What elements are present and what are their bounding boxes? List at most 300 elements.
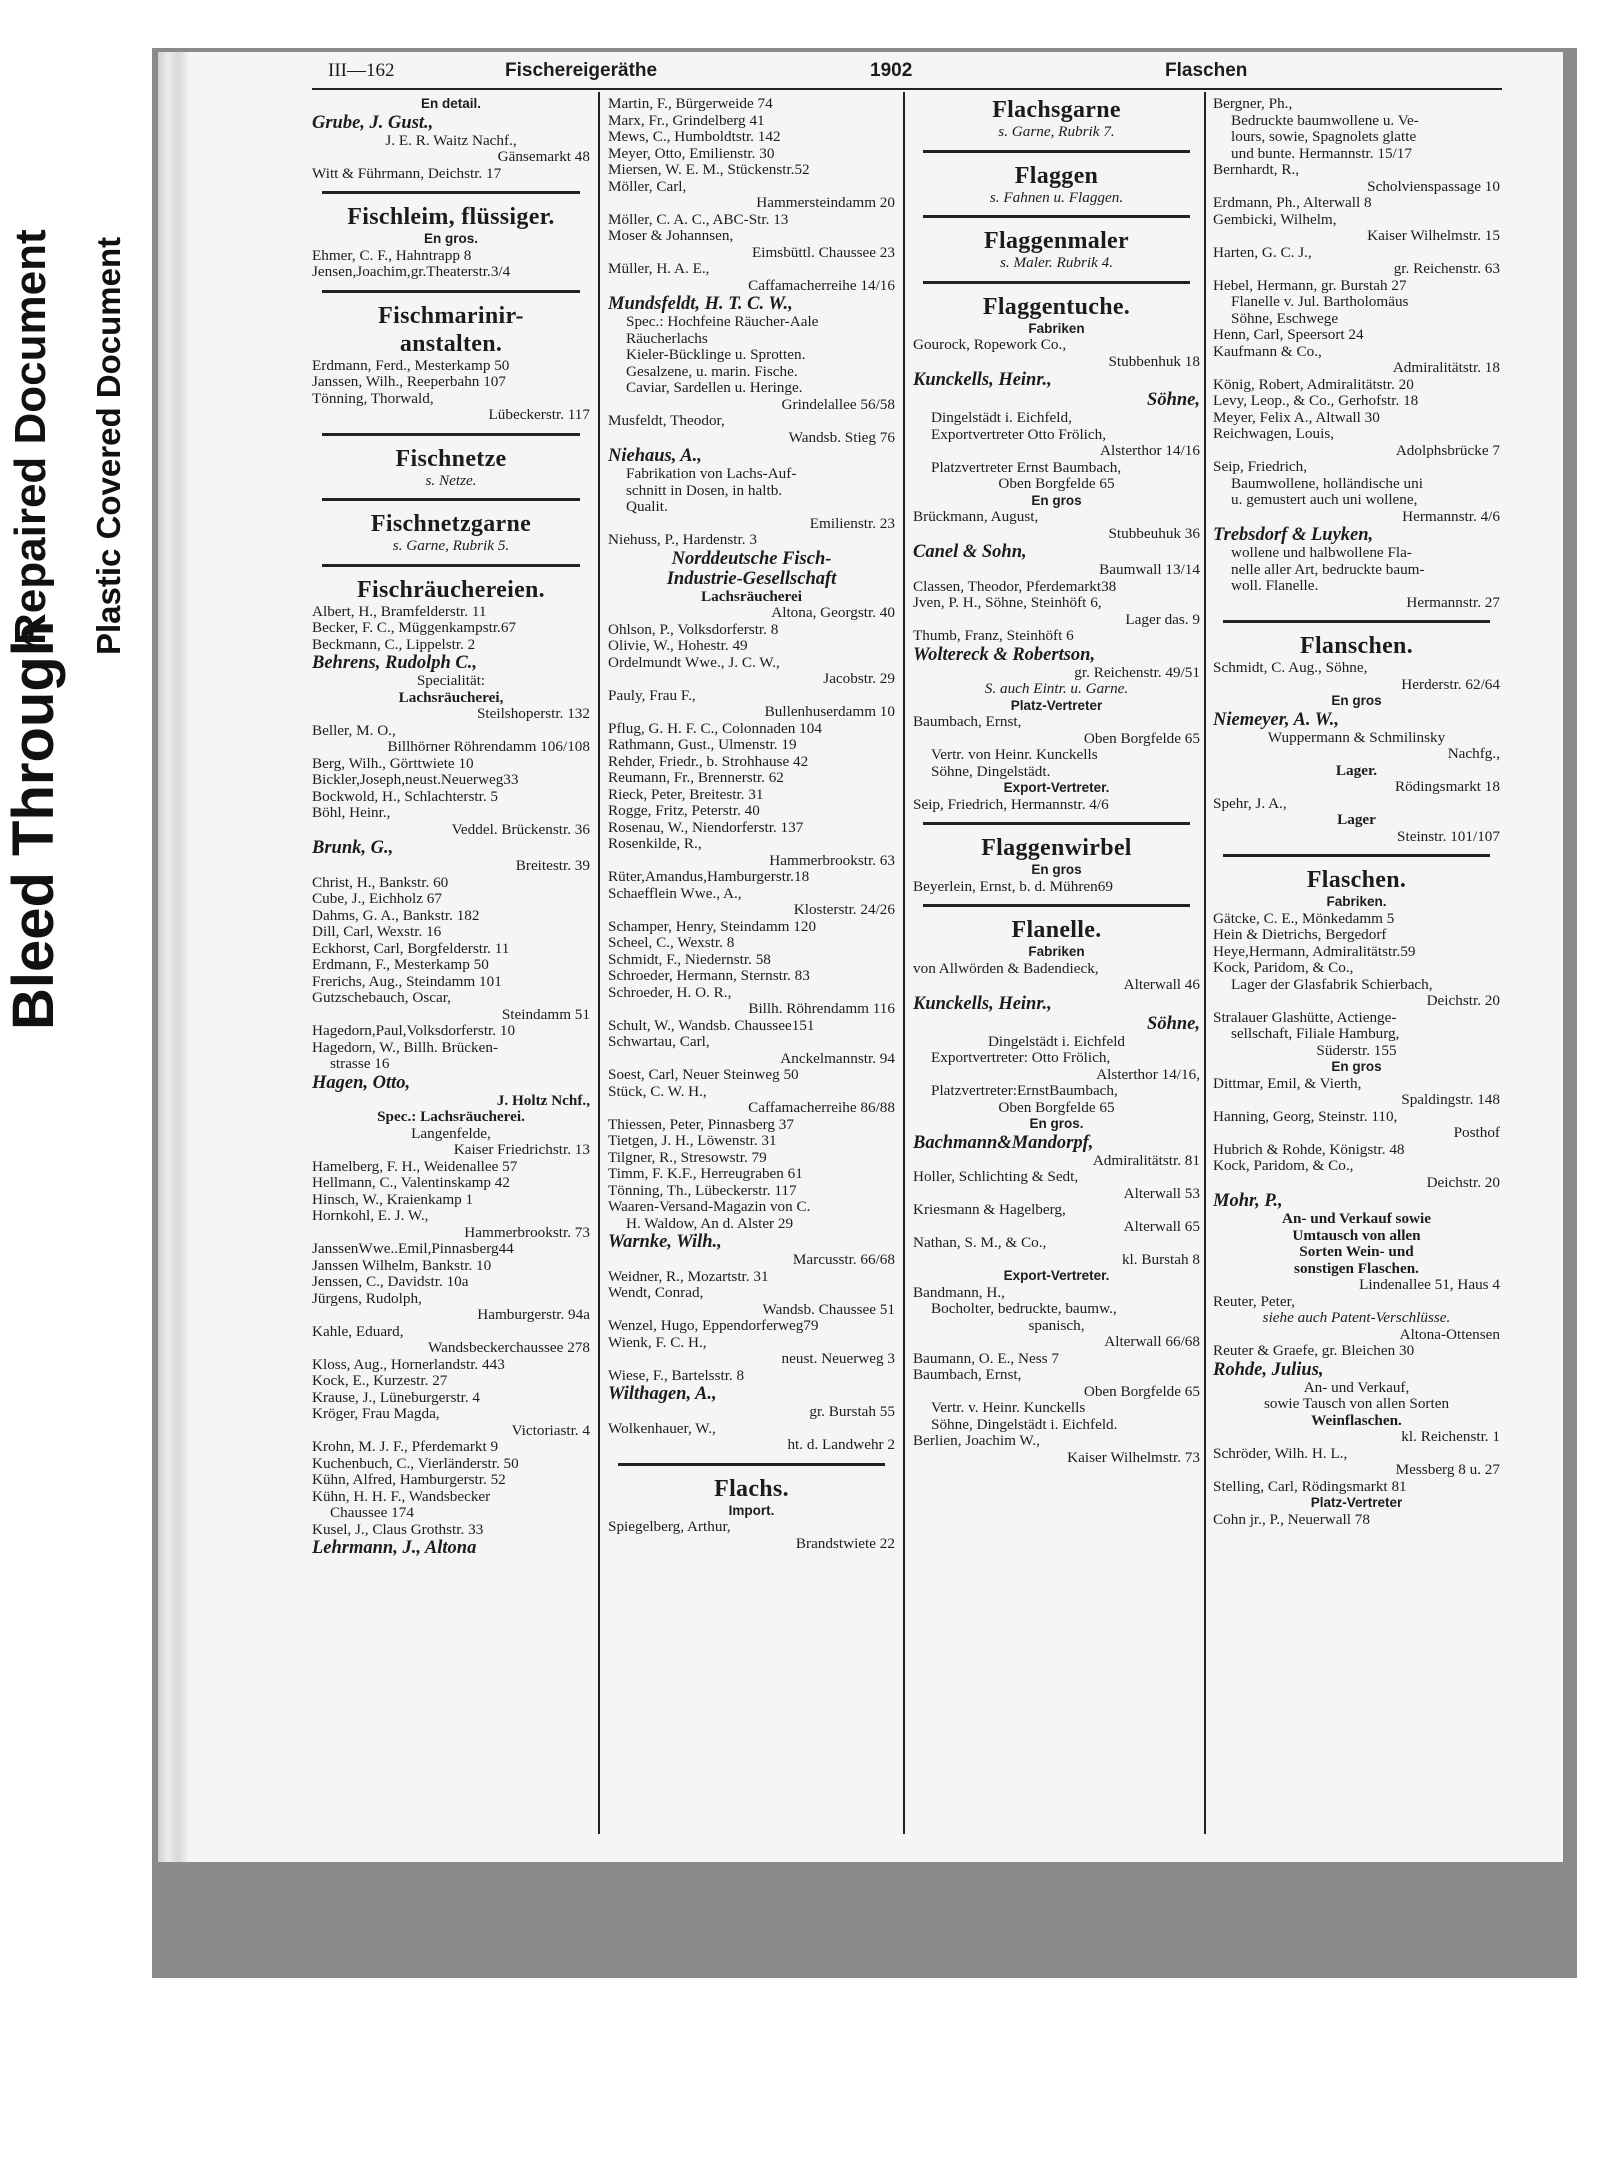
directory-entry: Stelling, Carl, Rödingsmarkt 81: [1213, 1478, 1407, 1495]
directory-entry: woll. Flanelle.: [1231, 578, 1319, 594]
directory-entry: Alsterthor 14/16: [1100, 443, 1200, 459]
directory-entry: Süderstr. 155: [1316, 1042, 1397, 1059]
directory-entry: Oben Borgfelde 65: [998, 1099, 1115, 1116]
directory-entry: Baumwall 13/14: [1099, 562, 1200, 578]
directory-entry: Musfeldt, Theodor,: [608, 413, 725, 429]
section-rule: [322, 433, 580, 436]
directory-entry: Schroeder, Hermann, Sternstr. 83: [608, 968, 810, 984]
directory-entry: Scheel, C., Wexstr. 8: [608, 935, 735, 951]
section-heading: Flanschen.: [1299, 633, 1413, 659]
section-heading: Flachs.: [714, 1475, 789, 1502]
plastic-covered-label: Plastic Covered Document: [90, 236, 127, 655]
section-rule: [923, 150, 1190, 153]
directory-entry: Christ, H., Bankstr. 60: [312, 874, 449, 891]
directory-entry: Jensen,Joachim,gr.Theaterstr.3/4: [312, 264, 511, 280]
directory-entry: Witt & Führmann, Deichstr. 17: [312, 165, 502, 182]
directory-entry: Holler, Schlichting & Sedt,: [913, 1169, 1079, 1185]
directory-entry: Ehmer, C. F., Hahntrapp 8: [312, 247, 472, 264]
directory-entry: Brückmann, August,: [913, 509, 1039, 525]
directory-entry: Alterwall 66/68: [1104, 1334, 1200, 1350]
directory-entry: Alsterthor 14/16,: [1096, 1066, 1200, 1083]
directory-entry: Rosenkilde, R.,: [608, 836, 702, 852]
directory-entry: Hubrich & Rohde, Königstr. 48: [1213, 1141, 1405, 1158]
section-rule: [923, 215, 1190, 218]
directory-entry: Bernhardt, R.,: [1213, 162, 1300, 178]
directory-entry: Hagedorn, W., Billh. Brücken-: [312, 1039, 499, 1056]
directory-entry: Brandstwiete 22: [795, 1535, 895, 1552]
featured-firm-name: Lehrmann, J., Altona: [312, 1538, 477, 1558]
directory-entry: Meyer, Otto, Emilienstr. 30: [608, 145, 775, 162]
directory-entry: Kieler-Bücklinge u. Sprotten.: [626, 347, 806, 363]
directory-entry: Vertr. von Heinr. Kunckells: [931, 747, 1098, 763]
directory-entry: Cohn jr., P., Neuerwall 78: [1213, 1511, 1370, 1528]
directory-entry: gr. Reichenstr. 63: [1393, 261, 1500, 277]
directory-entry: Lager der Glasfabrik Schierbach,: [1231, 976, 1433, 993]
directory-entry: Steilshoperstr. 132: [476, 706, 590, 722]
directory-entry: Marx, Fr., Grindelberg 41: [608, 112, 765, 129]
directory-entry: Wuppermann & Schmilinsky: [1267, 729, 1446, 746]
directory-entry: Erdmann, F., Mesterkamp 50: [312, 957, 489, 973]
section-heading: Fischnetzgarne: [370, 511, 532, 537]
directory-entry: ht. d. Landwehr 2: [787, 1437, 895, 1453]
directory-entry: Kröger, Frau Magda,: [312, 1406, 440, 1422]
directory-entry: Oben Borgfelde 65: [998, 476, 1115, 492]
directory-entry: Chaussee 174: [330, 1505, 414, 1521]
directory-entry: Hermannstr. 27: [1406, 594, 1500, 611]
directory-entry: Spec.: Hochfeine Räucher-Aale: [626, 314, 819, 330]
directory-entry: und bunte. Hermannstr. 15/17: [1231, 145, 1412, 162]
directory-entry: Krohn, M. J. F., Pferdemarkt 9: [312, 1439, 499, 1455]
directory-entry: Breitestr. 39: [515, 858, 590, 874]
directory-entry: Janssen, Wilh., Reeperbahn 107: [312, 374, 506, 390]
directory-entry: Wandsb. Chaussee 51: [762, 1301, 895, 1318]
directory-entry: Thumb, Franz, Steinhöft 6: [913, 628, 1074, 644]
directory-entry: Ordelmundt Wwe., J. C. W.,: [608, 654, 780, 671]
directory-entry: s. Netze.: [425, 472, 477, 489]
directory-entry: An- und Verkauf sowie: [1282, 1211, 1431, 1227]
subsection-label: Platz-Vertreter: [1310, 1495, 1403, 1510]
directory-entry: Cube, J., Eichholz 67: [312, 891, 442, 907]
directory-entry: Alterwall 46: [1123, 977, 1200, 993]
directory-entry: Spiegelberg, Arthur,: [608, 1519, 731, 1535]
directory-entry: Platzvertreter:ErnstBaumbach,: [931, 1083, 1118, 1099]
directory-entry: Flanelle v. Jul. Bartholomäus: [1231, 294, 1409, 310]
directory-entry: J. Holtz Nchf.,: [496, 1092, 590, 1109]
directory-entry: Bedruckte baumwollene u. Ve-: [1231, 112, 1419, 129]
directory-entry: Schmidt, F., Niedernstr. 58: [608, 951, 771, 968]
directory-entry: Wandsbeckerchaussee 278: [428, 1340, 590, 1356]
directory-entry: Reumann, Fr., Brennerstr. 62: [608, 770, 784, 786]
annotation-sidebar: [0, 160, 140, 1160]
directory-entry: Hinsch, W., Kraienkamp 1: [312, 1191, 474, 1208]
featured-firm-name: Rohde, Julius,: [1213, 1359, 1324, 1380]
directory-entry: Möller, C. A. C., ABC-Str. 13: [608, 211, 789, 228]
subsection-label: Fabriken.: [1326, 894, 1387, 909]
directory-entry: Beyerlein, Ernst, b. d. Mühren69: [913, 878, 1113, 895]
directory-entry: Krause, J., Lüneburgerstr. 4: [312, 1389, 481, 1406]
directory-entry: Kusel, J., Claus Grothstr. 33: [312, 1521, 484, 1538]
directory-entry: Dittmar, Emil, & Vierth,: [1213, 1075, 1362, 1092]
header-right-keyword: Flaschen: [1165, 60, 1248, 81]
directory-entry: Bocholter, bedruckte, baumw.,: [931, 1301, 1117, 1317]
section-heading: Fischräuchereien.: [357, 576, 545, 603]
directory-entry: Wolkenhauer, W.,: [608, 1420, 716, 1437]
header-year: 1902: [870, 60, 913, 81]
directory-entry: spanisch,: [1028, 1317, 1085, 1334]
directory-entry: Ohlson, P., Volksdorferstr. 8: [608, 621, 779, 638]
directory-entry: Rosenau, W., Niendorferstr. 137: [608, 819, 804, 836]
directory-entry: Mews, C., Humboldtstr. 142: [608, 129, 781, 145]
directory-entry: Platzvertreter Ernst Baumbach,: [931, 459, 1122, 476]
directory-entry: Stück, C. W. H.,: [608, 1083, 707, 1100]
page-edge: [158, 52, 188, 1862]
section-rule: [923, 904, 1190, 907]
directory-entry: Gätcke, C. E., Mönkedamm 5: [1213, 910, 1395, 927]
directory-entry: Räucherlachs: [626, 330, 708, 347]
directory-entry: Kriesmann & Hagelberg,: [913, 1202, 1066, 1218]
directory-entry: Hammerbrookstr. 73: [464, 1224, 590, 1241]
directory-entry: Vertr. v. Heinr. Kunckells: [931, 1400, 1086, 1416]
directory-entry: Messberg 8 u. 27: [1395, 1462, 1500, 1478]
directory-entry: Baumbach, Ernst,: [913, 1367, 1022, 1383]
directory-entry: Marcusstr. 66/68: [792, 1252, 895, 1268]
directory-entry: Gesalzene, u. marin. Fische.: [626, 363, 798, 380]
directory-entry: Wendt, Conrad,: [608, 1285, 704, 1301]
directory-entry: Weidner, R., Mozartstr. 31: [608, 1268, 769, 1285]
directory-entry: Adolphsbrücke 7: [1395, 442, 1500, 459]
directory-entry: Schröder, Wilh. H. L.,: [1213, 1445, 1348, 1462]
directory-entry: Schroeder, H. O. R.,: [608, 984, 732, 1001]
directory-entry: Söhne, Dingelstädt i. Eichfeld.: [931, 1416, 1118, 1433]
section-rule: [322, 498, 580, 501]
directory-entry: Admiralitätstr. 81: [1092, 1152, 1200, 1169]
directory-entry: Schwartau, Carl,: [608, 1034, 710, 1050]
directory-entry: Kaiser Wilhelmstr. 73: [1067, 1449, 1200, 1466]
section-heading: Flaggen: [1014, 162, 1099, 189]
featured-firm-name: Behrens, Rudolph C.,: [312, 653, 478, 673]
directory-entry: Kock, Paridom, & Co.,: [1213, 1158, 1354, 1174]
directory-entry: Kaiser Wilhelmstr. 15: [1367, 228, 1500, 244]
directory-entry: nelle aller Art, bedruckte baum-: [1231, 561, 1425, 578]
subsection-label: En gros.: [423, 231, 478, 246]
directory-entry: Lager das. 9: [1125, 611, 1200, 628]
directory-entry: Miersen, W. E. M., Stückenstr.52: [608, 162, 810, 178]
directory-entry: Söhne, Eschwege: [1231, 310, 1339, 327]
directory-entry: Dahms, G. A., Bankstr. 182: [312, 907, 480, 924]
directory-entry: Dill, Carl, Wexstr. 16: [312, 924, 442, 940]
directory-entry: Müller, H. A. E.,: [608, 261, 710, 277]
directory-entry: Frerichs, Aug., Steindamm 101: [312, 973, 502, 990]
directory-entry: Stralauer Glashütte, Actienge-: [1213, 1009, 1397, 1026]
directory-entry: Kahle, Eduard,: [312, 1323, 404, 1340]
directory-entry: Exportvertreter Otto Frölich,: [931, 426, 1107, 443]
directory-entry: Nathan, S. M., & Co.,: [913, 1235, 1047, 1251]
subsection-label: En gros.: [1029, 1116, 1084, 1131]
directory-entry: Lager: [1337, 812, 1376, 828]
section-heading: Fischnetze: [395, 445, 507, 472]
directory-entry: Kock, Paridom, & Co.,: [1213, 960, 1354, 976]
directory-entry: Meyer, Felix A., Altwall 30: [1213, 409, 1380, 426]
directory-entry: Spec.: Lachsräucherei.: [377, 1109, 525, 1125]
directory-entry: Tilgner, R., Stresowstr. 79: [608, 1149, 767, 1166]
directory-column-3: [913, 96, 1200, 1466]
featured-firm-name: Industrie-Gesellschaft: [666, 568, 837, 589]
section-rule: [322, 191, 580, 194]
directory-column-1: [312, 96, 590, 1558]
directory-entry: Lindenallee 51, Haus 4: [1359, 1277, 1500, 1293]
directory-entry: kl. Burstah 8: [1121, 1251, 1200, 1268]
featured-firm-name: Trebsdorf & Luyken,: [1213, 525, 1374, 545]
directory-entry: Wiese, F., Bartelsstr. 8: [608, 1367, 745, 1384]
subsection-label: En gros: [1331, 693, 1382, 708]
directory-entry: Oben Borgfelde 65: [1083, 730, 1200, 747]
directory-entry: Becker, F. C., Müggenkampstr.67: [312, 620, 517, 636]
directory-entry: Rehder, Friedr., b. Strohhause 42: [608, 753, 809, 770]
directory-entry: König, Robert, Admiralitätstr. 20: [1213, 376, 1414, 393]
directory-entry: Lübeckerstr. 117: [488, 407, 590, 423]
column-divider-1: [598, 92, 600, 1834]
directory-entry: Spaldingstr. 148: [1401, 1092, 1500, 1108]
subsection-label: En gros: [1031, 492, 1082, 508]
featured-firm-name: Niehaus, A.,: [608, 446, 702, 466]
directory-entry: Gutzschebauch, Oscar,: [312, 990, 451, 1006]
directory-entry: Wienk, F. C. H.,: [608, 1334, 707, 1351]
directory-entry: Moser & Johannsen,: [608, 228, 734, 244]
directory-entry: Timm, F. K.F., Herreugraben 61: [608, 1166, 803, 1182]
featured-firm-name: Hagen, Otto,: [312, 1072, 411, 1093]
subsection-label: Import.: [728, 1502, 775, 1518]
header-rule: [312, 88, 1502, 90]
directory-entry: Kuchenbuch, C., Vierländerstr. 50: [312, 1455, 519, 1472]
directory-entry: Hornkohl, E. J. W.,: [312, 1208, 429, 1224]
repaired-document-label: Repaired Document: [6, 229, 55, 645]
section-rule: [1223, 854, 1490, 857]
section-rule: [618, 1463, 885, 1466]
directory-entry: Eimsbüttl. Chaussee 23: [751, 244, 895, 261]
directory-entry: Hamelberg, F. H., Weidenallee 57: [312, 1158, 518, 1175]
directory-entry: Billhörner Röhrendamm 106/108: [387, 739, 590, 755]
directory-entry: Lachsräucherei,: [398, 689, 504, 706]
column-divider-2: [903, 92, 905, 1834]
directory-entry: An- und Verkauf,: [1303, 1379, 1410, 1396]
directory-entry: Hanning, Georg, Steinstr. 110,: [1213, 1108, 1398, 1125]
directory-entry: Oben Borgfelde 65: [1083, 1383, 1200, 1400]
directory-entry: Sorten Wein- und: [1299, 1244, 1414, 1260]
directory-entry: Dingelstädt i. Eichfeld: [987, 1033, 1126, 1050]
directory-entry: Classen, Theodor, Pferdemarkt38: [913, 578, 1117, 595]
directory-entry: Tönning, Thorwald,: [312, 390, 434, 407]
section-heading: Flanelle.: [1011, 917, 1102, 943]
directory-entry: Berlien, Joachim W.,: [913, 1433, 1040, 1449]
directory-entry: Bergner, Ph.,: [1213, 96, 1293, 112]
directory-entry: Specialität:: [416, 673, 486, 689]
featured-firm-name: Wilthagen, A.,: [608, 1384, 717, 1404]
directory-entry: Olivie, W., Hohestr. 49: [608, 638, 748, 654]
header-left-keyword: Fischereigeräthe: [505, 60, 658, 81]
directory-entry: gr. Burstah 55: [809, 1404, 895, 1420]
directory-entry: Martin, F., Bürgerweide 74: [608, 96, 773, 112]
directory-entry: Posthof: [1453, 1125, 1500, 1141]
featured-firm-name: Mohr, P.,: [1213, 1191, 1283, 1211]
directory-entry: Baumann, O. E., Ness 7: [913, 1350, 1059, 1367]
directory-entry: Stubbeuhuk 36: [1108, 525, 1200, 542]
directory-entry: Hammerbrookstr. 63: [769, 852, 895, 869]
directory-entry: Schmidt, C. Aug., Söhne,: [1213, 660, 1368, 676]
directory-entry: Hermannstr. 4/6: [1402, 508, 1500, 525]
directory-entry: Lager.: [1335, 762, 1378, 779]
directory-entry: Fabrikation von Lachs-Auf-: [626, 466, 797, 482]
directory-entry: Böhl, Heinr.,: [312, 805, 391, 821]
directory-entry: Caffamacherreihe 86/88: [748, 1100, 895, 1116]
directory-entry: Niehuss, P., Hardenstr. 3: [608, 532, 757, 548]
featured-firm-name: Warnke, Wilh.,: [608, 1232, 722, 1252]
directory-entry: Berg, Wilh., Görttwiete 10: [312, 755, 474, 772]
directory-entry: Gourock, Ropework Co.,: [913, 337, 1067, 353]
directory-entry: Reuter & Graefe, gr. Bleichen 30: [1213, 1343, 1415, 1359]
directory-entry: Hamburgerstr. 94a: [477, 1307, 590, 1323]
featured-firm-name: Woltereck & Robertson,: [913, 644, 1096, 665]
directory-entry: Jven, P. H., Söhne, Steinhöft 6,: [913, 595, 1102, 611]
directory-entry: Heye,Hermann, Admiralitätstr.59: [1213, 943, 1416, 960]
section-rule: [322, 290, 580, 293]
directory-entry: Söhne, Dingelstädt.: [931, 763, 1051, 780]
directory-entry: Hagedorn,Paul,Volksdorferstr. 10: [312, 1023, 516, 1039]
directory-entry: Möller, Carl,: [608, 178, 687, 195]
featured-firm-name: Grube, J. Gust.,: [312, 112, 434, 133]
featured-firm-name: Mundsfeldt, H. T. C. W.,: [608, 294, 793, 314]
directory-entry: Janssen Wilhelm, Bankstr. 10: [312, 1257, 492, 1274]
directory-entry: Kloss, Aug., Hornerlandstr. 443: [312, 1356, 505, 1373]
featured-firm-name: Kunckells, Heinr.,: [913, 370, 1052, 390]
section-heading: anstalten.: [399, 330, 503, 357]
directory-entry: Caviar, Sardellen u. Heringe.: [626, 380, 803, 396]
directory-entry: Caffamacherreihe 14/16: [748, 277, 895, 294]
directory-entry: Schamper, Henry, Steindamm 120: [608, 918, 817, 935]
directory-entry: sellschaft, Filiale Hamburg,: [1231, 1026, 1400, 1042]
directory-entry: schnitt in Dosen, in haltb.: [626, 482, 783, 499]
directory-entry: u. gemustert auch uni wollene,: [1231, 492, 1418, 508]
directory-entry: Admiralitätstr. 18: [1392, 360, 1500, 376]
section-rule: [1223, 620, 1490, 623]
subsection-label: Export-Vertreter.: [1003, 1268, 1110, 1283]
directory-entry: Steinstr. 101/107: [1397, 828, 1500, 845]
directory-entry: Umtausch von allen: [1292, 1227, 1421, 1244]
section-heading: Fischmarinir-: [378, 302, 524, 329]
directory-entry: Langenfelde,: [411, 1125, 491, 1142]
directory-entry: Stubbenhuk 18: [1108, 353, 1200, 370]
directory-entry: Altona, Georgstr. 40: [771, 605, 895, 621]
directory-entry: Alterwall 65: [1123, 1218, 1200, 1235]
section-rule: [923, 281, 1190, 284]
section-rule: [322, 564, 580, 567]
directory-entry: s. Garne, Rubrik 7.: [998, 124, 1115, 140]
directory-entry: Jacobstr. 29: [823, 671, 895, 687]
directory-entry: Herderstr. 62/64: [1401, 676, 1500, 693]
directory-entry: Reuter, Peter,: [1213, 1293, 1295, 1310]
directory-entry: Spehr, J. A.,: [1213, 795, 1287, 812]
directory-entry: JanssenWwe..Emil,Pinnasberg44: [312, 1241, 514, 1257]
directory-entry: Seip, Friedrich,: [1213, 459, 1308, 475]
featured-firm-name: Kunckells, Heinr.,: [913, 993, 1052, 1014]
directory-entry: Soest, Carl, Neuer Steinweg 50: [608, 1067, 799, 1083]
section-rule: [923, 822, 1190, 825]
directory-entry: Qualit.: [626, 499, 668, 515]
directory-entry: Steindamm 51: [501, 1006, 590, 1023]
directory-entry: Tönning, Th., Lübeckerstr. 117: [608, 1182, 797, 1199]
subsection-label: En gros: [1331, 1059, 1382, 1074]
directory-entry: s. Fahnen u. Flaggen.: [989, 189, 1124, 206]
directory-entry: Kühn, H. H. F., Wandsbecker: [312, 1488, 491, 1505]
section-heading: Flaggenmaler: [984, 228, 1129, 254]
directory-entry: Beller, M. O.,: [312, 722, 396, 739]
directory-entry: Erdmann, Ph., Alterwall 8: [1213, 195, 1372, 211]
directory-entry: Jürgens, Rudolph,: [312, 1290, 422, 1307]
directory-entry: Altona-Ottensen: [1399, 1326, 1500, 1343]
directory-entry: J. E. R. Waitz Nachf.,: [385, 132, 517, 149]
directory-entry: Nachfg.,: [1447, 746, 1500, 762]
section-heading: Flaschen.: [1306, 867, 1407, 893]
directory-entry: Waaren-Versand-Magazin von C.: [608, 1199, 811, 1215]
directory-entry: Lachsräucherei: [701, 588, 802, 605]
directory-entry: sonstigen Flaschen.: [1294, 1260, 1419, 1277]
directory-entry: siehe auch Patent-Verschlüsse.: [1262, 1310, 1451, 1326]
section-heading: Flaggenwirbel: [981, 835, 1132, 861]
subsection-label: Export-Vertreter.: [1003, 780, 1110, 795]
directory-entry: Hammersteindamm 20: [756, 195, 895, 211]
directory-entry: Baumwollene, holländische uni: [1231, 475, 1423, 492]
directory-entry: Jenssen, C., Davidstr. 10a: [312, 1274, 469, 1290]
section-heading: Flaggentuche.: [982, 293, 1131, 320]
directory-entry: Scholvienspassage 10: [1367, 178, 1500, 195]
directory-entry: Henn, Carl, Speersort 24: [1213, 327, 1364, 343]
directory-entry: Kaiser Friedrichstr. 13: [453, 1142, 590, 1158]
directory-entry: Klosterstr. 24/26: [793, 902, 895, 918]
subsection-label: Platz-Vertreter: [1010, 697, 1103, 713]
directory-entry: Bockwold, H., Schlachterstr. 5: [312, 788, 499, 805]
directory-entry: Veddel. Brückenstr. 36: [451, 821, 590, 838]
column-divider-3: [1204, 92, 1206, 1834]
directory-entry: Harten, G. C. J.,: [1213, 244, 1312, 261]
directory-entry: s. Garne, Rubrik 5.: [392, 538, 510, 554]
directory-entry: von Allwörden & Badendieck,: [913, 960, 1099, 977]
page-number: III—162: [328, 60, 395, 81]
directory-entry: Pflug, G. H. F. C., Colonnaden 104: [608, 720, 822, 737]
section-heading: Fischleim, flüssiger.: [347, 204, 555, 230]
directory-entry: Hebel, Hermann, gr. Burstah 27: [1213, 277, 1407, 294]
directory-entry: Levy, Leop., & Co., Gerhofstr. 18: [1213, 393, 1419, 409]
directory-entry: Schaefflein Wwe., A.,: [608, 885, 742, 902]
directory-entry: S. auch Eintr. u. Garne.: [984, 681, 1129, 697]
directory-entry: Dingelstädt i. Eichfeld,: [931, 410, 1072, 426]
directory-entry: Tietgen, J. H., Löwenstr. 31: [608, 1133, 777, 1149]
subsection-label: En detail.: [420, 96, 481, 111]
featured-firm-name: Söhne,: [1147, 390, 1200, 410]
directory-entry: Hein & Dietrichs, Bergedorf: [1213, 927, 1387, 943]
directory-entry: Seip, Friedrich, Hermannstr. 4/6: [913, 796, 1109, 813]
directory-entry: Weinflaschen.: [1311, 1412, 1402, 1429]
directory-entry: s. Maler. Rubrik 4.: [999, 255, 1114, 271]
directory-entry: Eckhorst, Carl, Borgfelderstr. 11: [312, 940, 510, 957]
directory-entry: Victoriastr. 4: [511, 1422, 590, 1439]
directory-entry: Schult, W., Wandsb. Chaussee151: [608, 1017, 815, 1034]
directory-entry: Emilienstr. 23: [809, 515, 895, 532]
directory-entry: Rieck, Peter, Breitestr. 31: [608, 786, 764, 803]
directory-entry: strasse 16: [330, 1056, 390, 1072]
directory-entry: neust. Neuerweg 3: [781, 1351, 895, 1367]
subsection-label: Fabriken: [1028, 944, 1085, 959]
directory-entry: Gänsemarkt 48: [497, 149, 590, 165]
directory-column-4: [1213, 96, 1500, 1528]
